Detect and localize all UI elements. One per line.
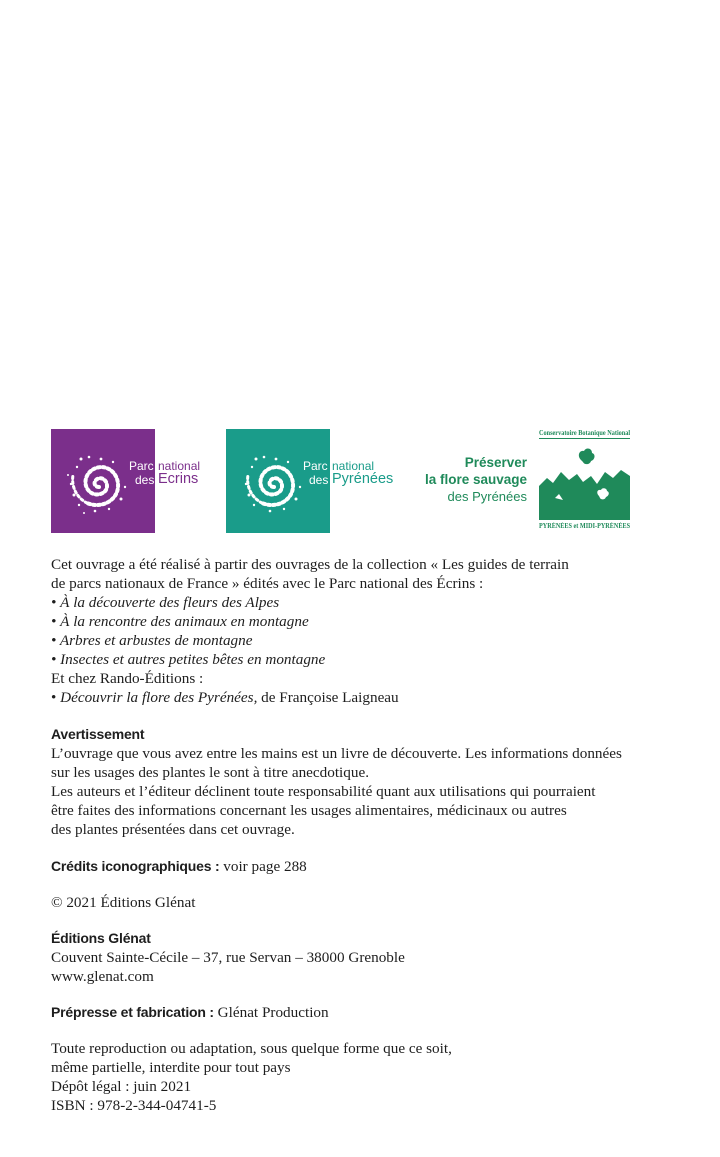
credits-line (51, 857, 681, 876)
warning-line: sur les usages des plantes le sont à titre anecdotique. (51, 764, 370, 781)
pyrenees-national-word: national (332, 459, 375, 473)
book-item: • Arbres et arbustes de montagne (51, 632, 253, 649)
isbn: ISBN : 978-2-344-04741-5 (51, 1097, 217, 1114)
cbn-region: PYRÉNÉES et MIDI-PYRÉNÉES (539, 522, 631, 530)
pyrenees-parc-word: Parc (303, 459, 328, 473)
ecrins-des-word: des (135, 473, 155, 487)
copyright: © 2021 Éditions Glénat (51, 894, 196, 911)
warning-line: Les auteurs et l’éditeur déclinent toute responsabilité quant aux utilisations qui pourraient (51, 783, 596, 800)
publisher-website: www.glenat.com (51, 968, 154, 985)
preserver-line3: des Pyrénées (447, 489, 527, 504)
prepress-label: Prépresse et fabrication : (51, 1004, 214, 1020)
rando-editions-line: Et chez Rando-Éditions : (51, 670, 204, 687)
preserver-flore-logo (421, 454, 527, 505)
rando-book-item (51, 688, 681, 707)
rando-book-title: Découvrir la flore des Pyrénées, (60, 689, 258, 706)
preserver-line2: la flore sauvage (424, 472, 527, 487)
warning-title: Avertissement (51, 726, 145, 742)
book-item: • À la découverte des fleurs des Alpes (51, 594, 280, 611)
rando-bullet: • (51, 689, 61, 706)
ecrins-parc-word: Parc (129, 459, 154, 473)
credits-value: voir page 288 (219, 858, 307, 875)
intro-line-1: Cet ouvrage a été réalisé à partir des ouvrages de la collection « Les guides de terrain (51, 556, 569, 573)
prepress-line (51, 1003, 681, 1022)
legal-line: Toute reproduction ou adaptation, sous quelque forme que ce soit, (51, 1040, 452, 1057)
warning-line: des plantes présentées dans cet ouvrage. (51, 821, 295, 838)
warning-line: être faites des informations concernant les usages alimentaires, médicinaux ou autres (51, 802, 567, 819)
pyrenees-name: Pyrénées (332, 471, 394, 487)
intro-line-2: de parcs nationaux de France » édités avec le Parc national des Écrins : (51, 575, 484, 592)
rando-book-author: de Françoise Laigneau (257, 689, 399, 706)
pyrenees-des-word: des (309, 473, 329, 487)
prepress-value: Glénat Production (213, 1004, 329, 1021)
book-item: • Insectes et autres petites bêtes en montagne (51, 651, 326, 668)
conservatoire-botanique-logo (539, 429, 630, 533)
credits-label: Crédits iconographiques : (51, 858, 220, 874)
cbn-title: Conservatoire Botanique National (539, 429, 631, 437)
mountain-leaf-icon (539, 438, 630, 520)
colophon (51, 555, 681, 1115)
partner-logos (51, 429, 641, 533)
publisher-name: Éditions Glénat (51, 930, 151, 946)
legal-deposit: Dépôt légal : juin 2021 (51, 1078, 192, 1095)
ecrins-name: Ecrins (158, 471, 199, 487)
preserver-line1: Préserver (464, 455, 527, 470)
publisher-address: Couvent Sainte-Cécile – 37, rue Servan – 38000 Grenoble (51, 949, 405, 966)
legal-line: même partielle, interdite pour tout pays (51, 1059, 291, 1076)
warning-line: L’ouvrage que vous avez entre les mains est un livre de découverte. Les informations données (51, 745, 622, 762)
ecrins-national-word: national (158, 459, 201, 473)
book-item: • À la rencontre des animaux en montagne (51, 613, 309, 630)
